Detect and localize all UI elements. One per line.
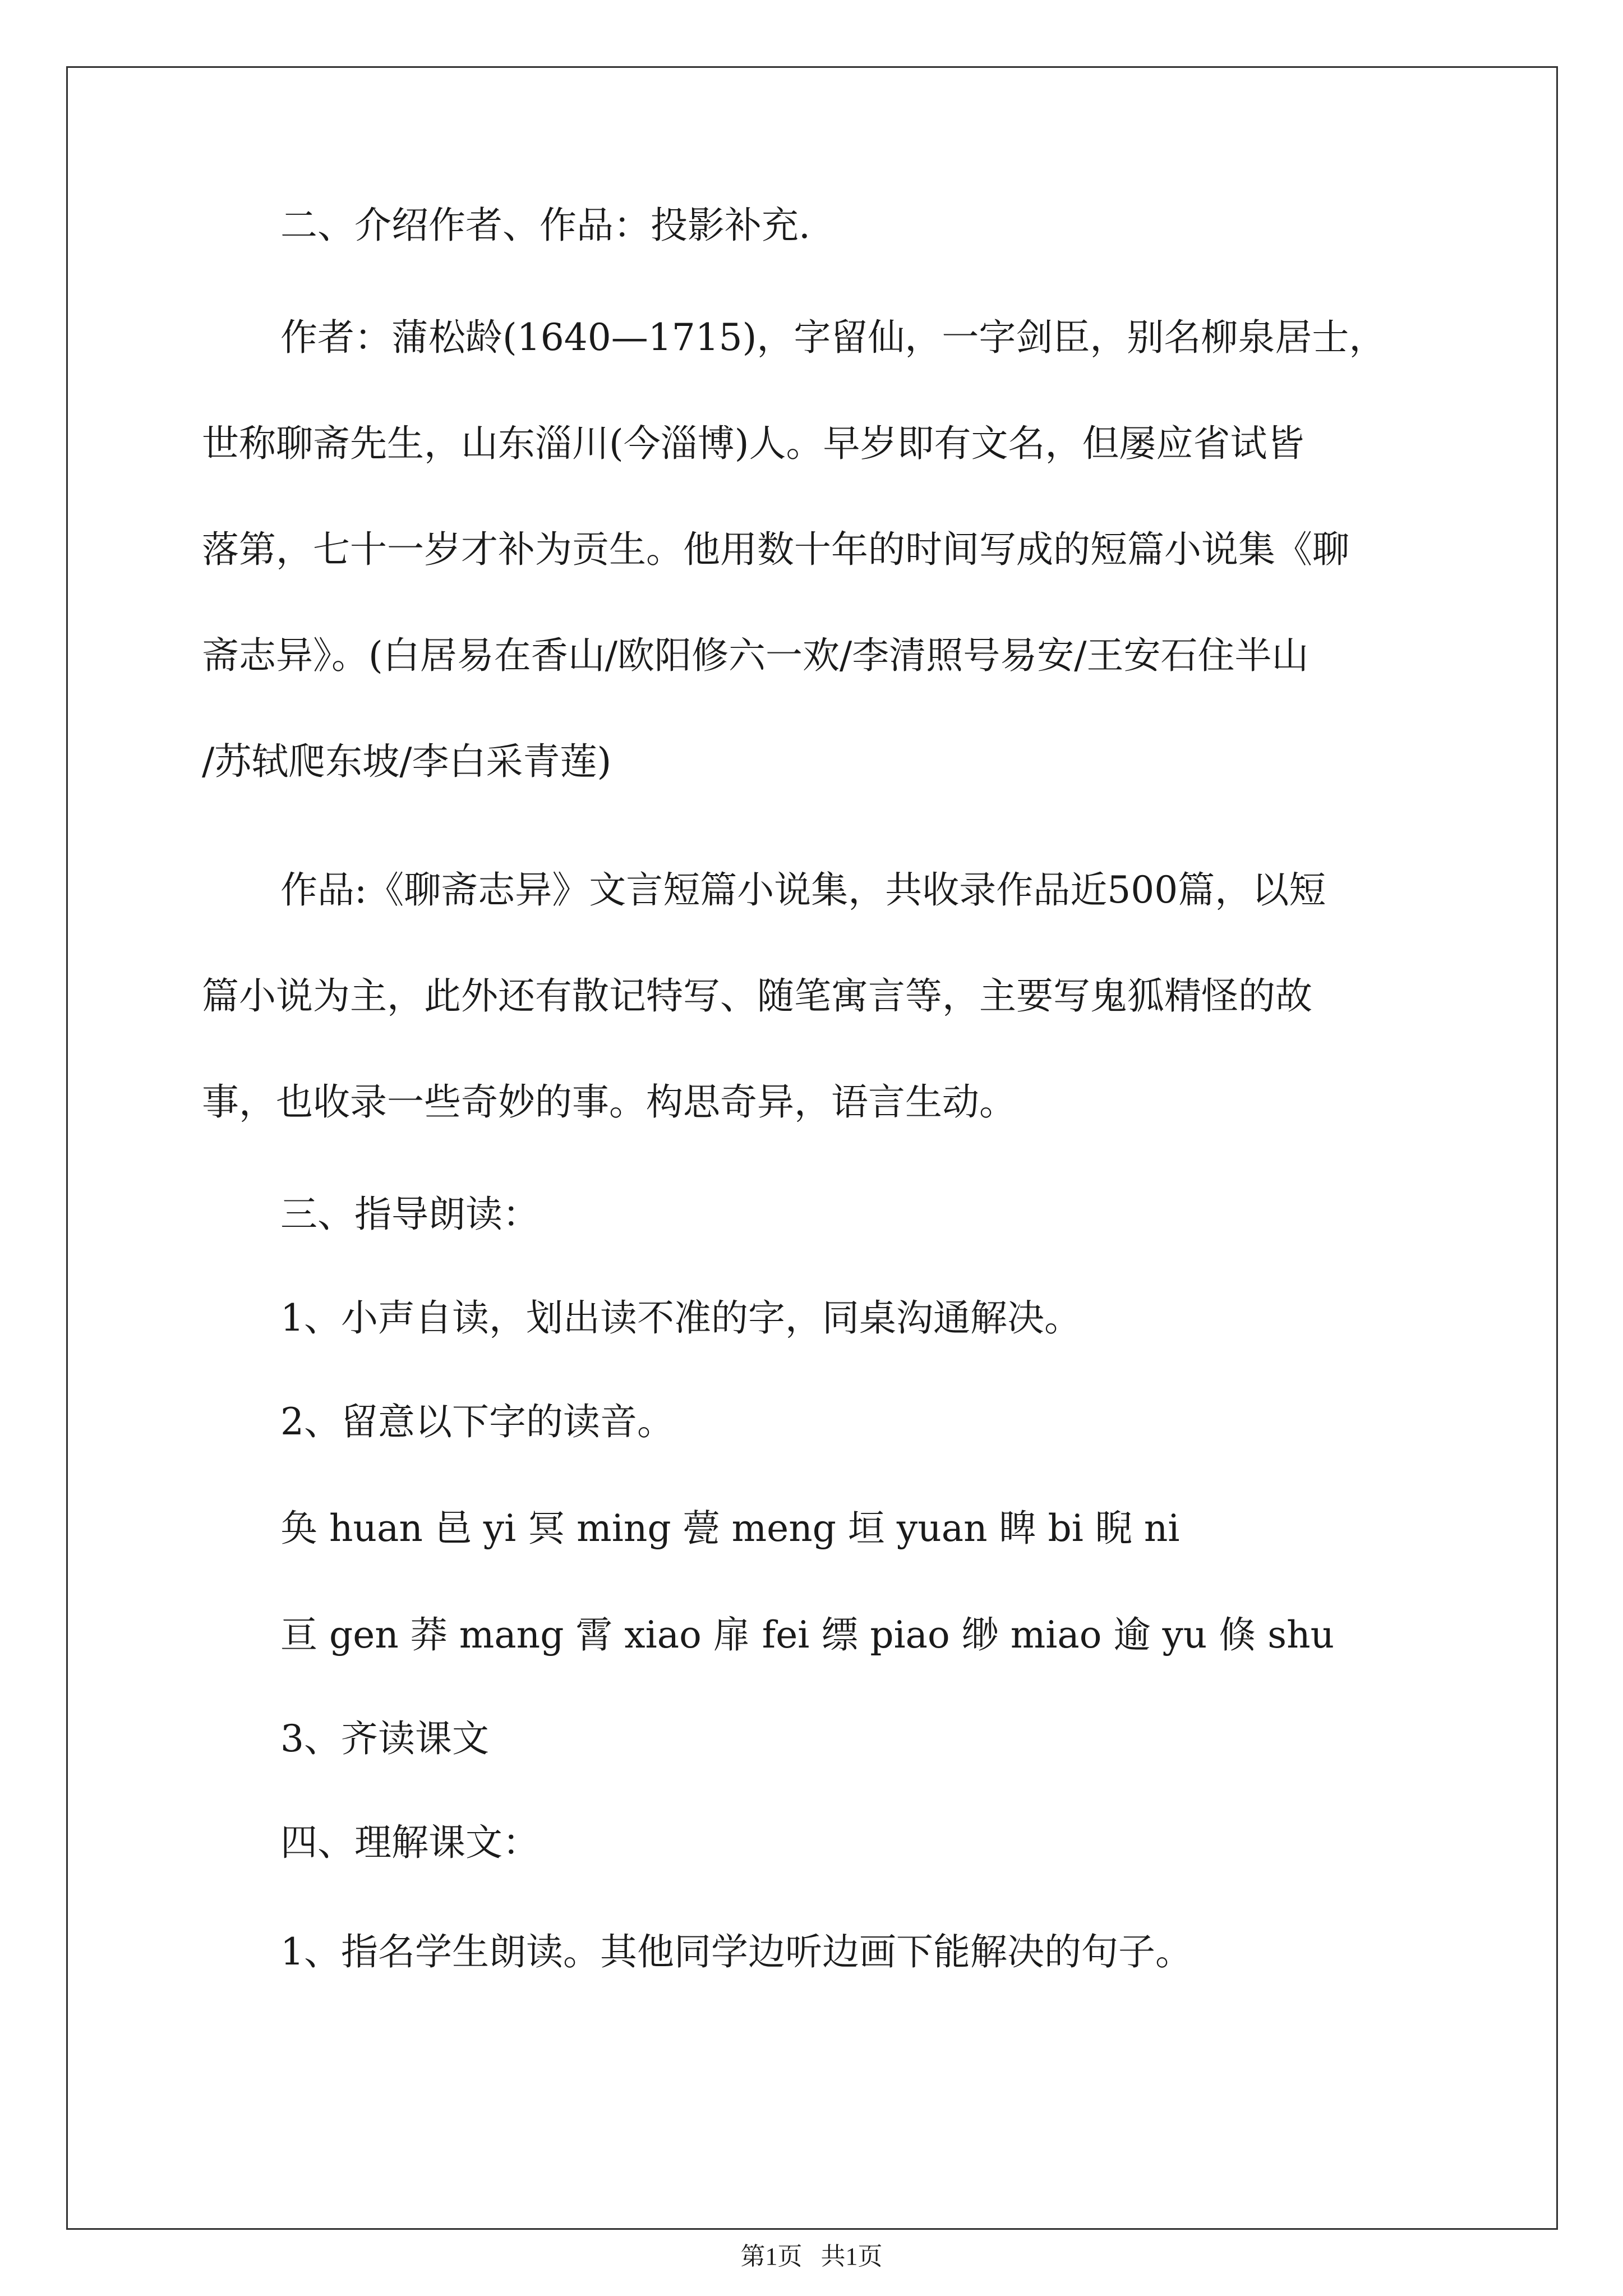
- list-item-2: 2、留意以下字的读音。: [280, 1400, 674, 1443]
- list-item-1: 1、小声自读，划出读不准的字，同桌沟通解决。: [280, 1296, 1081, 1340]
- paragraph-works-line-2: 篇小说为主，此外还有散记特写、随笔寓言等，主要写鬼狐精怪的故: [202, 974, 1312, 1018]
- paragraph-author-line-5: /苏轼爬东坡/李白采青莲): [202, 740, 612, 783]
- list-item-4: 1、指名学生朗读。其他同学边听边画下能解决的句子。: [280, 1930, 1192, 1973]
- paragraph-works-line-1: 作品:《聊斋志异》文言短篇小说集，共收录作品近500篇，以短: [280, 868, 1326, 912]
- pronunciation-line-1: 奂 huan 邑 yi 冥 ming 甍 meng 垣 yuan 睥 bi 睨 ni: [280, 1507, 1180, 1550]
- list-item-3: 3、齐读课文: [280, 1717, 489, 1760]
- page-border: [66, 66, 1558, 2230]
- heading-reading-guide: 三、指导朗读：: [280, 1193, 540, 1236]
- paragraph-author-line-3: 落第，七十一岁才补为贡生。他用数十年的时间写成的短篇小说集《聊: [202, 528, 1349, 571]
- heading-author-intro: 二、介绍作者、作品：投影补充.: [280, 204, 810, 247]
- heading-understand-text: 四、理解课文：: [280, 1821, 540, 1864]
- page-number-footer: 第1页 共1页: [740, 2243, 883, 2270]
- pronunciation-line-2: 亘 gen 莽 mang 霄 xiao 扉 fei 缥 piao 缈 miao 逾 yu 倏 shu: [280, 1613, 1335, 1657]
- paragraph-author-line-2: 世称聊斋先生，山东淄川(今淄博)人。早岁即有文名，但屡应省试皆: [202, 422, 1304, 465]
- paragraph-author-line-4: 斋志异》。(白居易在香山/欧阳修六一欢/李清照号易安/王安石住半山: [202, 634, 1309, 677]
- paragraph-works-line-3: 事，也收录一些奇妙的事。构思奇异，语言生动。: [202, 1080, 1016, 1124]
- paragraph-author-line-1: 作者：蒲松龄(1640—1715)，字留仙，一字剑臣，别名柳泉居士，: [280, 316, 1386, 359]
